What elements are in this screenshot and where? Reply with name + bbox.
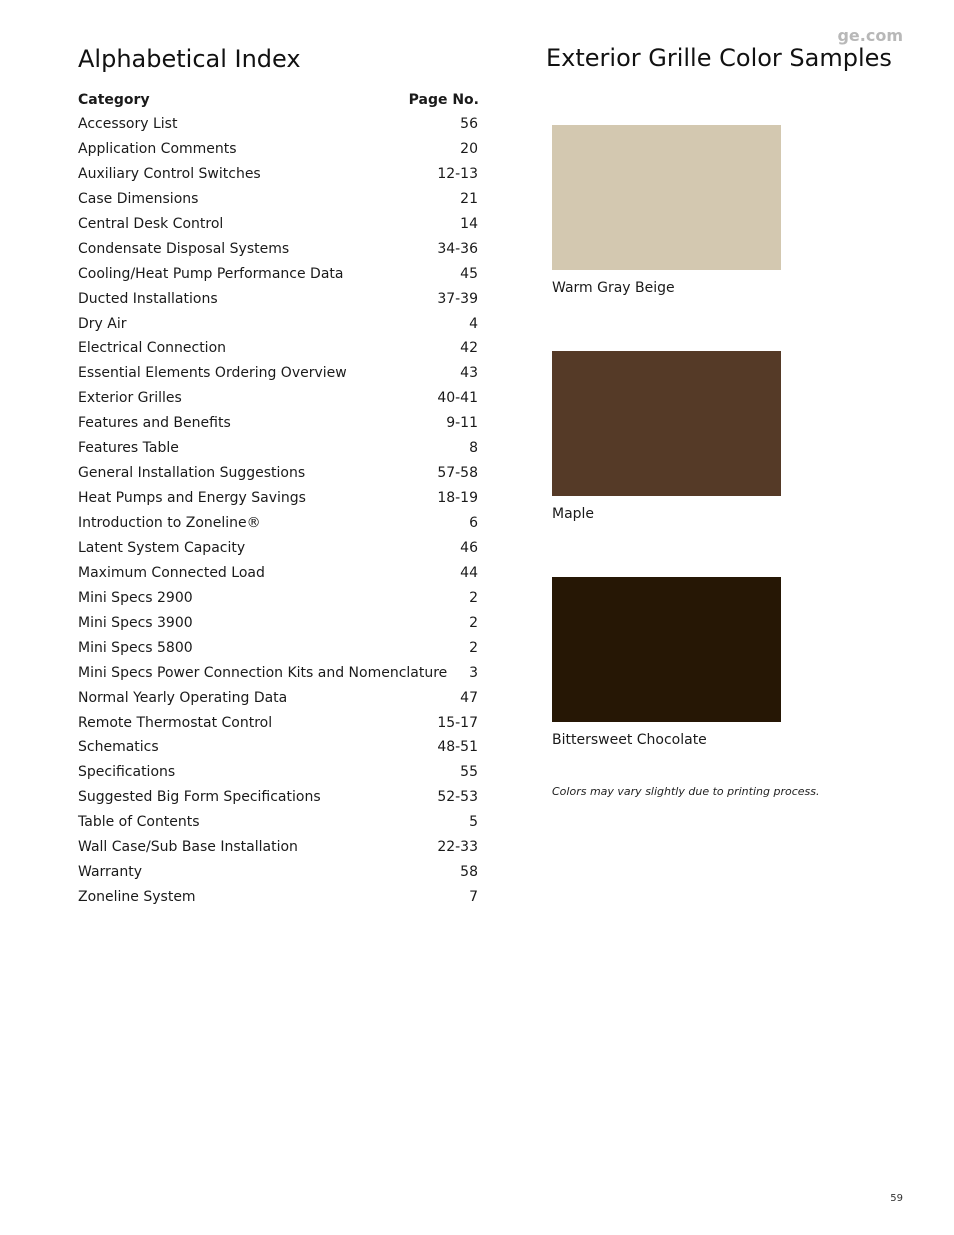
index-row — [78, 436, 479, 461]
index-category: Features and Benefits — [78, 415, 231, 432]
index-category: Remote Thermostat Control — [78, 714, 273, 731]
index-page-number: 58 — [460, 864, 478, 881]
color-swatch — [552, 125, 781, 270]
index-row — [78, 212, 479, 237]
index-category: Suggested Big Form Specifications — [78, 789, 321, 806]
index-category: Dry Air — [78, 315, 127, 332]
color-swatch — [552, 351, 781, 496]
index-page-number: 21 — [460, 190, 478, 207]
index-page-number: 15-17 — [437, 714, 478, 731]
index-page-number: 46 — [460, 539, 478, 556]
index-category: Exterior Grilles — [78, 390, 182, 407]
index-category: Table of Contents — [78, 814, 200, 831]
page-column-header: Page No. — [408, 92, 479, 108]
index-category: Condensate Disposal Systems — [78, 240, 290, 257]
index-row — [78, 885, 479, 910]
index-row — [78, 810, 479, 835]
index-page-number: 2 — [469, 589, 478, 606]
index-page-number: 22-33 — [437, 839, 478, 856]
category-column-header: Category — [78, 92, 150, 108]
index-row — [78, 760, 479, 785]
index-rows — [78, 112, 479, 910]
color-swatch — [552, 577, 781, 722]
index-row — [78, 611, 479, 636]
index-row — [78, 785, 479, 810]
index-page-number: 57-58 — [437, 465, 478, 482]
index-row — [78, 835, 479, 860]
index-page-number: 7 — [469, 889, 478, 906]
index-category: Introduction to Zoneline® — [78, 515, 261, 531]
index-row — [78, 511, 479, 536]
index-row — [78, 860, 479, 885]
index-page-number: 45 — [460, 265, 478, 282]
index-category: Accessory List — [78, 116, 178, 132]
site-url: ge.com — [837, 26, 903, 45]
index-category: Specifications — [78, 764, 176, 781]
index-page-number: 5 — [469, 814, 478, 831]
index-page-number: 40-41 — [437, 390, 478, 407]
index-page-number: 18-19 — [437, 490, 478, 507]
index-row — [78, 162, 479, 187]
index-category: Mini Specs 5800 — [78, 639, 193, 656]
index-row — [78, 686, 479, 711]
index-category: General Installation Suggestions — [78, 465, 306, 482]
index-category: Electrical Connection — [78, 340, 227, 357]
index-page-number: 47 — [460, 689, 478, 706]
index-row — [78, 561, 479, 586]
page-number: 59 — [890, 1193, 903, 1204]
index-category: Latent System Capacity — [78, 539, 246, 556]
index-category: Cooling/Heat Pump Performance Data — [78, 265, 344, 282]
index-category: Auxiliary Control Switches — [78, 165, 261, 182]
index-row — [78, 262, 479, 287]
index-category: Warranty — [78, 864, 143, 881]
index-row — [78, 112, 479, 137]
index-row — [78, 187, 479, 212]
index-category: Wall Case/Sub Base Installation — [78, 839, 298, 856]
index-category: Ducted Installations — [78, 290, 218, 307]
index-row — [78, 735, 479, 760]
index-title: Alphabetical Index — [78, 45, 301, 73]
index-page-number: 43 — [460, 365, 478, 382]
colors-title: Exterior Grille Color Samples — [546, 44, 892, 72]
index-row — [78, 711, 479, 736]
index-category: Heat Pumps and Energy Savings — [78, 490, 306, 507]
index-category: Case Dimensions — [78, 190, 199, 207]
index-row — [78, 237, 479, 262]
index-category: Central Desk Control — [78, 215, 224, 232]
index-page-number: 2 — [469, 614, 478, 631]
index-page-number: 12-13 — [437, 165, 478, 182]
index-category: Mini Specs Power Connection Kits and Nomenclature — [78, 664, 448, 681]
alphabetical-index-table — [78, 88, 479, 910]
index-row — [78, 461, 479, 486]
index-row — [78, 361, 479, 386]
index-page-number: 42 — [460, 340, 478, 357]
index-row — [78, 336, 479, 361]
index-page-number: 3 — [469, 664, 478, 681]
index-header-row — [78, 88, 479, 112]
index-row — [78, 137, 479, 162]
index-page-number: 37-39 — [437, 290, 478, 307]
index-page-number: 34-36 — [437, 240, 478, 257]
index-page-number: 52-53 — [437, 789, 478, 806]
index-row — [78, 586, 479, 611]
index-page-number: 20 — [460, 140, 478, 157]
index-row — [78, 312, 479, 337]
index-page-number: 6 — [469, 515, 478, 531]
index-page-number: 44 — [460, 564, 478, 581]
index-row — [78, 661, 479, 686]
index-category: Application Comments — [78, 140, 237, 157]
index-row — [78, 636, 479, 661]
index-row — [78, 287, 479, 312]
index-page-number: 48-51 — [437, 739, 478, 756]
index-category: Schematics — [78, 739, 159, 756]
index-category: Mini Specs 2900 — [78, 589, 193, 606]
index-row — [78, 411, 479, 436]
index-category: Normal Yearly Operating Data — [78, 689, 288, 706]
index-page-number: 8 — [469, 440, 478, 457]
color-swatch-label: Maple — [552, 506, 595, 522]
color-disclaimer: Colors may vary slightly due to printing process. — [552, 785, 820, 798]
index-category: Mini Specs 3900 — [78, 614, 193, 631]
index-row — [78, 386, 479, 411]
index-category: Essential Elements Ordering Overview — [78, 365, 347, 382]
index-row — [78, 536, 479, 561]
index-page-number: 2 — [469, 639, 478, 656]
color-swatch-label: Warm Gray Beige — [552, 280, 675, 296]
index-page-number: 14 — [460, 215, 478, 232]
color-swatch-label: Bittersweet Chocolate — [552, 732, 707, 748]
index-row — [78, 486, 479, 511]
color-swatch-list — [552, 125, 812, 803]
index-category: Zoneline System — [78, 889, 196, 906]
index-page-number: 9-11 — [446, 415, 478, 432]
index-category: Maximum Connected Load — [78, 564, 265, 581]
index-page-number: 56 — [460, 116, 478, 132]
index-category: Features Table — [78, 440, 179, 457]
index-page-number: 4 — [469, 315, 478, 332]
index-page-number: 55 — [460, 764, 478, 781]
